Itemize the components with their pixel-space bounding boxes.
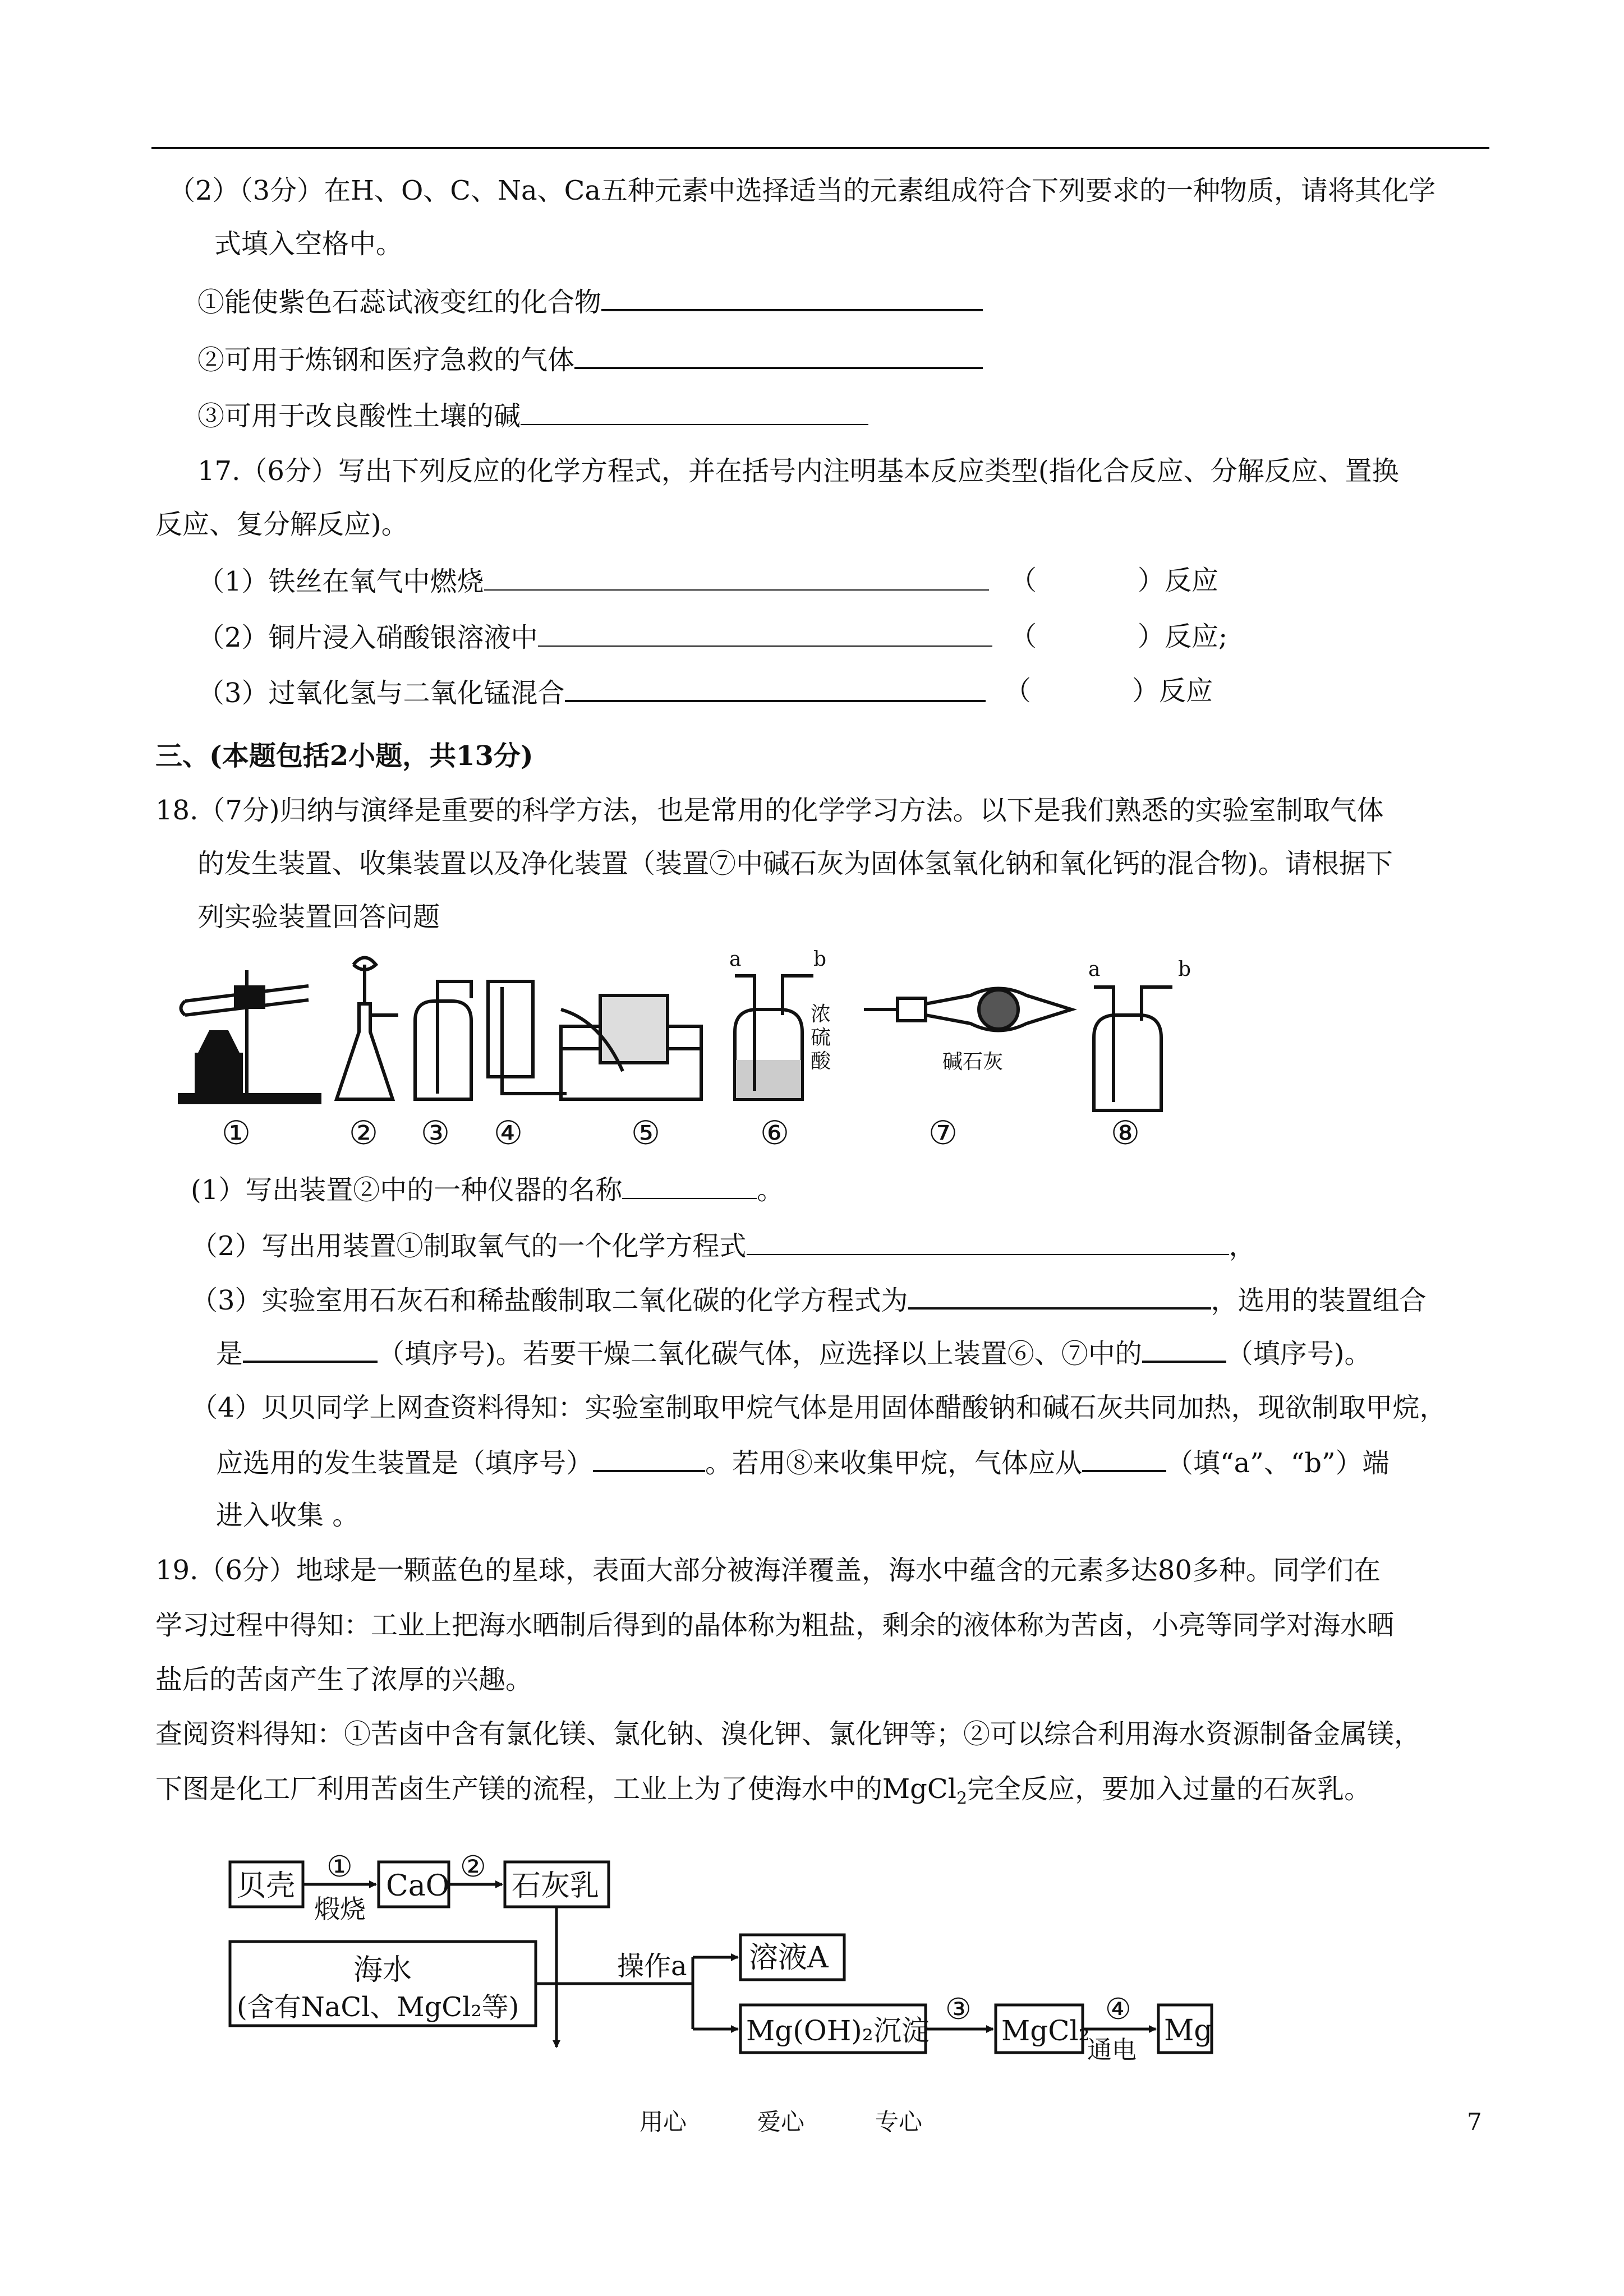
q17-line2: 反应、复分解反应)。 <box>155 509 408 540</box>
port-a-label-6: a <box>729 948 742 971</box>
page-number: 7 <box>1467 2108 1482 2136</box>
apparatus-2-icon <box>337 958 398 1100</box>
solution-a-label: 溶液A <box>749 1941 829 1975</box>
answer-blank[interactable] <box>601 283 983 311</box>
port-b-label-6: b <box>813 948 827 971</box>
q17-r3-type: （ ）反应 <box>1004 675 1213 707</box>
footer-word-3: 专心 <box>875 2108 923 2136</box>
step-3-label: ③ <box>945 1993 972 2026</box>
apparatus-label-6: ⑥ <box>760 1114 789 1152</box>
q18-line1: 18.（7分)归纳与演绎是重要的科学方法，也是常用的化学学习方法。以下是我们熟悉的实验室制取气体 <box>155 795 1384 826</box>
q19-line3: 盐后的苦卤产生了浓厚的兴趣。 <box>155 1664 533 1695</box>
precipitate-label: Mg(OH)₂沉淀 <box>746 2014 930 2047</box>
operation-a-label: 操作a <box>617 1951 687 1982</box>
q18-s3-line2: 是 （填序号)。若要干燥二氧化碳气体，应选择以上装置⑥、⑦中的 （填序号)。 <box>216 1335 1371 1371</box>
electrolysis-label: 通电 <box>1087 2036 1137 2064</box>
section-3-heading: 三、(本题包括2小题，共13分) <box>155 740 533 772</box>
step-1-label: ① <box>326 1851 353 1884</box>
q18-s4-line2: 应选用的发生装置是（填序号） 。若用⑧来收集甲烷，气体应从 （填“a”、“b”）端 <box>216 1444 1390 1480</box>
answer-blank[interactable] <box>243 1335 378 1363</box>
q19-line2: 学习过程中得知：工业上把海水晒制后得到的晶体称为粗盐，剩余的液体称为苦卤，小亮等同学对海水晒 <box>155 1610 1395 1641</box>
shell-label: 贝壳 <box>237 1869 296 1903</box>
answer-blank[interactable] <box>747 1228 1229 1255</box>
lime-milk-label: 石灰乳 <box>512 1869 600 1903</box>
mgcl2-label: MgCl₂ <box>1001 2014 1090 2047</box>
q18-s3-line1: （3）实验室用石灰石和稀盐酸制取二氧化碳的化学方程式为 ，选用的装置组合 <box>191 1281 1427 1317</box>
apparatus-label-4: ④ <box>494 1114 523 1152</box>
q17-r1-type: （ ）反应 <box>1010 565 1219 596</box>
apparatus-3-icon <box>415 981 471 1099</box>
q17-r3: （3）过氧化氢与二氧化锰混合 <box>197 674 986 710</box>
header-rule <box>151 147 1489 149</box>
apparatus-6-icon <box>735 976 813 1099</box>
port-b-label-8: b <box>1178 958 1191 981</box>
answer-blank[interactable] <box>538 620 992 647</box>
apparatus-8-icon <box>1094 987 1172 1110</box>
apparatus-4-icon <box>488 981 567 1094</box>
footer-word-1: 用心 <box>640 2108 687 2136</box>
footer-word-2: 爱心 <box>757 2108 805 2136</box>
q19-line1: 19.（6分）地球是一颗蓝色的星球，表面大部分被海洋覆盖，海水中蕴含的元素多达80多种。同学们在 <box>155 1555 1381 1586</box>
q17-r2: （2）铜片浸入硝酸银溶液中 <box>197 620 992 654</box>
apparatus-label-3: ③ <box>421 1114 450 1152</box>
q18-s4-line1: （4）贝贝同学上网查资料得知：实验室制取甲烷气体是用固体醋酸钠和碱石灰共同加热，现欲制取甲烷， <box>191 1392 1447 1423</box>
mg-label: Mg <box>1164 2014 1213 2048</box>
q18-line2: 的发生装置、收集装置以及净化装置（装置⑦中碱石灰为固体氢氧化钠和氧化钙的混合物)。请根据下 <box>197 848 1393 879</box>
cao-label: CaO <box>386 1869 450 1903</box>
answer-blank[interactable] <box>521 398 868 425</box>
answer-blank[interactable] <box>622 1172 757 1199</box>
q18-line3: 列实验装置回答问题 <box>197 901 440 933</box>
q19-line4: 查阅资料得知：①苦卤中含有氯化镁、氯化钠、溴化钾、氯化钾等；②可以综合利用海水资源制备金属镁， <box>155 1718 1421 1750</box>
answer-blank[interactable] <box>565 674 986 702</box>
lab-apparatus-figure <box>174 948 1212 1155</box>
q18-s2: （2）写出用装置①制取氧气的一个化学方程式 ， <box>191 1228 1256 1263</box>
apparatus-1-icon <box>180 970 320 1103</box>
step-2-label: ② <box>460 1851 486 1884</box>
q16-2-item1: ①能使紫色石蕊试液变红的化合物 <box>197 283 983 319</box>
apparatus-label-5: ⑤ <box>631 1114 660 1152</box>
apparatus-7-icon <box>864 989 1071 1031</box>
q16-2-item3: ③可用于改良酸性土壤的碱 <box>197 398 868 433</box>
q16-2-line1: （2）（3分）在H、O、C、Na、Ca五种元素中选择适当的元素组成符合下列要求的一种物质，请将其化学 <box>168 175 1436 206</box>
q17-r1: （1）铁丝在氧气中燃烧 <box>197 564 989 598</box>
apparatus-5-icon <box>561 995 701 1099</box>
answer-blank[interactable] <box>1082 1444 1166 1472</box>
step-4-label: ④ <box>1105 1993 1131 2026</box>
apparatus-label-1: ① <box>222 1114 251 1152</box>
apparatus-label-8: ⑧ <box>1111 1114 1140 1152</box>
q18-s4-line3: 进入收集 。 <box>216 1500 360 1531</box>
q16-2-line2: 式填入空格中。 <box>214 228 403 260</box>
magnesium-process-flowchart <box>224 1851 1251 2109</box>
acid-label-2: 硫 <box>811 1026 831 1049</box>
apparatus-label-7: ⑦ <box>928 1114 958 1152</box>
q17-r2-type: （ ）反应; <box>1010 621 1228 652</box>
seawater-label: 海水 <box>353 1953 412 1987</box>
q17-line1: 17.（6分）写出下列反应的化学方程式，并在括号内注明基本反应类型(指化合反应、分解反应、置换 <box>197 455 1399 487</box>
seawater-note: (含有NaCl、MgCl₂等) <box>237 1991 519 2023</box>
calcine-label: 煅烧 <box>314 1894 366 1924</box>
soda-lime-label: 碱石灰 <box>942 1050 1004 1073</box>
answer-blank[interactable] <box>908 1281 1211 1310</box>
acid-label-3: 酸 <box>811 1050 831 1073</box>
port-a-label-8: a <box>1088 958 1101 981</box>
acid-label-1: 浓 <box>811 1003 831 1026</box>
answer-blank[interactable] <box>484 564 989 591</box>
answer-blank[interactable] <box>574 341 983 369</box>
answer-blank[interactable] <box>593 1444 705 1472</box>
q16-2-item2: ②可用于炼钢和医疗急救的气体 <box>197 341 983 377</box>
apparatus-label-2: ② <box>349 1114 378 1152</box>
answer-blank[interactable] <box>1142 1335 1226 1363</box>
q18-s1: (1）写出装置②中的一种仪器的名称 。 <box>191 1172 784 1207</box>
q19-line5: 下图是化工厂利用苦卤生产镁的流程，工业上为了使海水中的MgCl$_2$完全反应，要加入过量的石灰乳。 <box>155 1773 1372 1809</box>
